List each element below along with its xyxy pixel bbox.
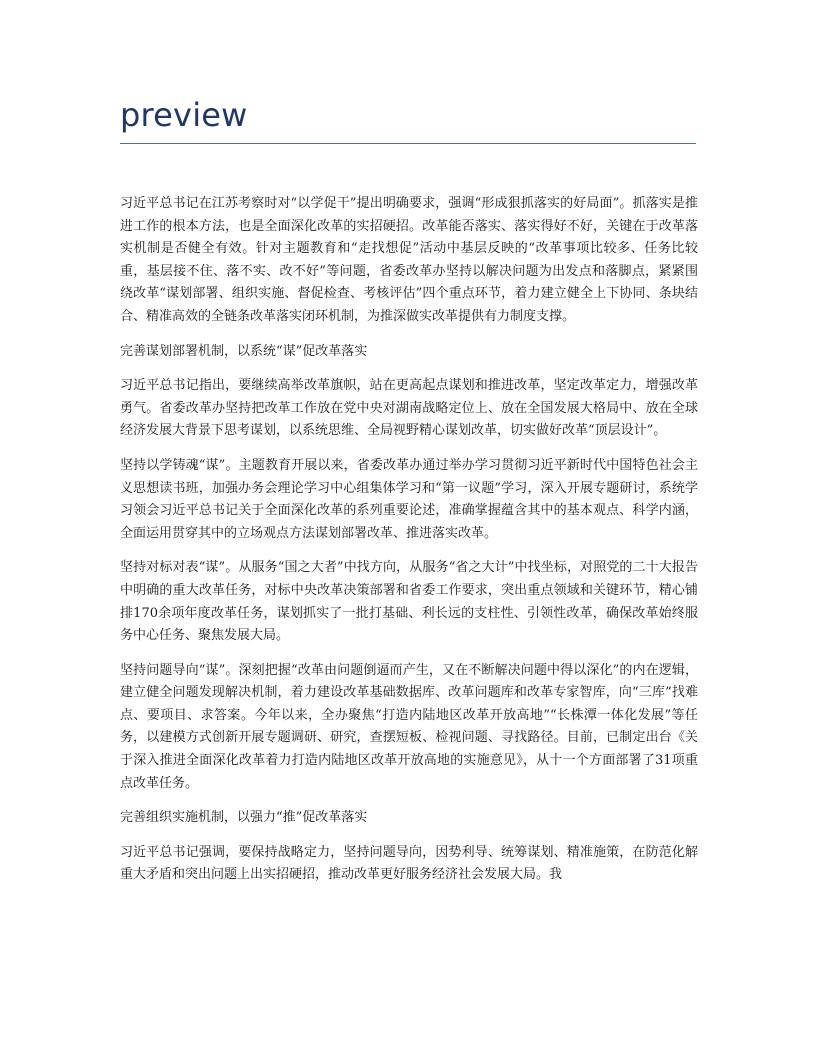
document-title: preview	[120, 96, 248, 134]
title-divider	[120, 143, 696, 144]
document-body	[120, 193, 698, 899]
intro-paragraph: 习近平总书记在江苏考察时对“以学促干”提出明确要求，强调“形成狠抓落实的好局面”。抓落实是推进工作的根本方法，也是全面深化改革的实招硬招。改革能否落实、落实得好不好，关键在于改革落实机制是否健全有效。针对主题教育和“走找想促”活动中基层反映的“改革事项比较多、任务比较重，基层接不住、落不实、改不好”等问题，省委改革办坚持以解决问题为出发点和落脚点，紧紧围绕改革“谋划部署、组织实施、督促检查、考核评估”四个重点环节，着力建立健全上下协同、条块结合、精准高效的全链条改革落实闭环机制，为推深做实改革提供有力制度支撑。	[120, 196, 698, 324]
body-paragraph: 坚持以学铸魂“谋”。主题教育开展以来，省委改革办通过举办学习贯彻习近平新时代中国特色社会主义思想读书班，加强办务会理论学习中心组集体学习和“第一议题”学习，深入开展专题研讨，系统学习领会习近平总书记关于全面深化改革的系列重要论述，准确掌握蕴含其中的基本观点、科学内涵，全面运用贯穿其中的立场观点方法谋划部署改革、推进落实改革。	[120, 457, 698, 541]
body-paragraph: 习近平总书记指出，要继续高举改革旗帜，站在更高起点谋划和推进改革，坚定改革定力，增强改革勇气。省委改革办坚持把改革工作放在党中央对湖南战略定位上、放在全国发展大格局中、放在全球经济发展大背景下思考谋划，以系统思维、全局视野精心谋划改革，切实做好改革“顶层设计”。	[120, 378, 698, 439]
body-paragraph: 坚持问题导向“谋”。深刻把握“改革由问题倒逼而产生，又在不断解决问题中得以深化”的内在逻辑，建立健全问题发现解决机制，着力建设改革基础数据库、改革问题库和改革专家智库，向“三库”找难点、要项目、求答案。今年以来，全办聚焦“打造内陆地区改革开放高地”“长株潭一体化发展”等任务，以建模方式创新开展专题调研、研究，查摆短板、检视问题、寻找路径。目前，已制定出台《关于深入推进全面深化改革着力打造内陆地区改革开放高地的实施意见》，从十一个方面部署了31项重点改革任务。	[120, 662, 698, 791]
section-heading-planning: 完善谋划部署机制，以系统“谋”促改革落实	[120, 343, 368, 359]
body-paragraph: 坚持对标对表“谋”。从服务“国之大者”中找方向，从服务“省之大计”中找坐标，对照党的二十大报告中明确的重大改革任务，对标中央改革决策部署和省委工作要求，突出重点领域和关键环节，精心铺排170余项年度改革任务，谋划抓实了一批打基础、利长远的支柱性、引领性改革，确保改革始终服务中心任务、聚焦发展大局。	[120, 560, 698, 644]
body-paragraph: 习近平总书记强调，要保持战略定力，坚持问题导向，因势利导、统筹谋划、精准施策，在防范化解重大矛盾和突出问题上出实招硬招，推动改革更好服务经济社会发展大局。我	[120, 844, 698, 883]
section-heading-implementation: 完善组织实施机制，以强力“推”促改革落实	[120, 810, 368, 826]
